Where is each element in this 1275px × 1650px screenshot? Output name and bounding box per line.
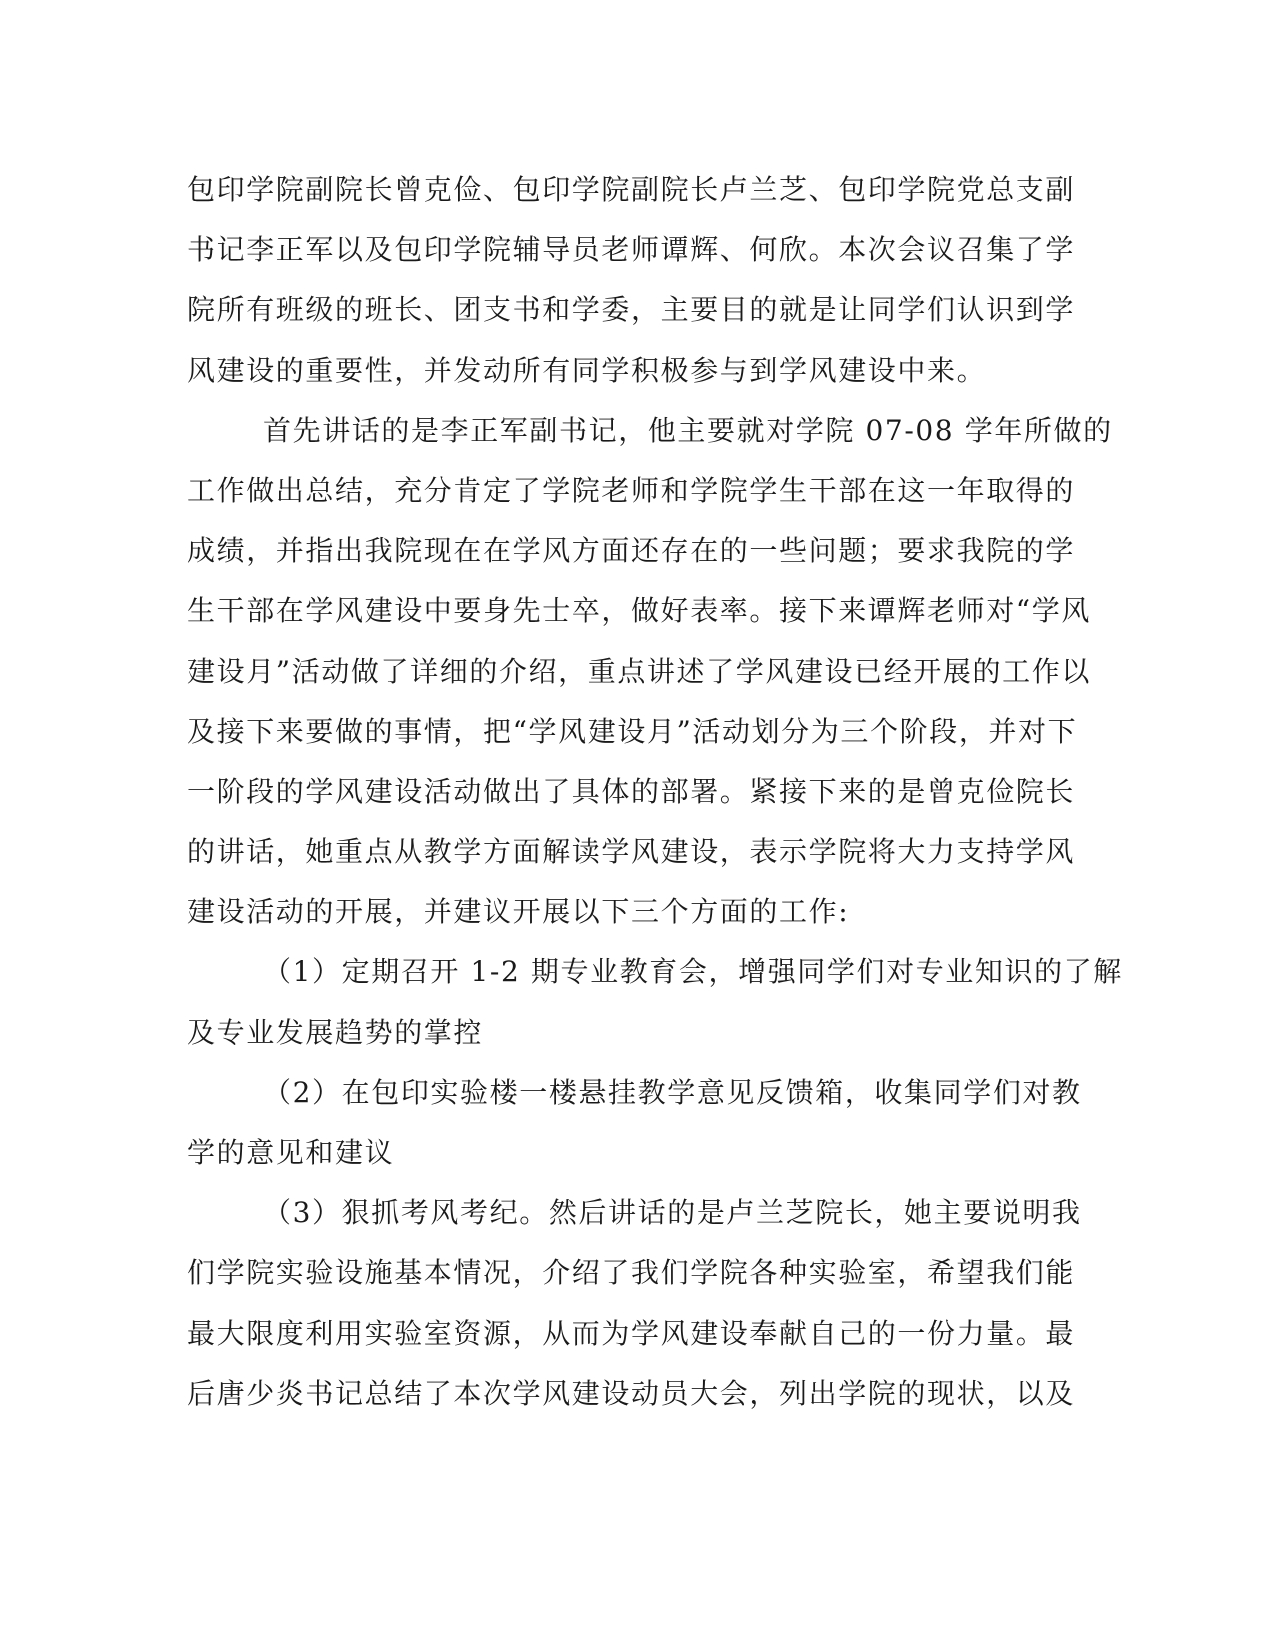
text-line: 风建设的重要性，并发动所有同学积极参与到学风建设中来。 bbox=[187, 353, 987, 387]
text-line: 及接下来要做的事情，把“学风建设月”活动划分为三个阶段，并对下 bbox=[187, 714, 1078, 748]
text-line: 书记李正军以及包印学院辅导员老师谭辉、何欣。本次会议召集了学 bbox=[187, 233, 1076, 267]
list-item-1: （1）定期召开 1-2 期专业教育会，增强同学们对专业知识的了解 bbox=[263, 955, 1123, 989]
text-line: 学的意见和建议 bbox=[187, 1136, 395, 1169]
text-line: 工作做出总结，充分肯定了学院老师和学院学生干部在这一年取得的 bbox=[187, 473, 1076, 507]
text-line: 们学院实验设施基本情况，介绍了我们学院各种实验室，希望我们能 bbox=[187, 1256, 1076, 1290]
text-line: 建设活动的开展，并建议开展以下三个方面的工作: bbox=[187, 895, 850, 929]
list-item-3: （3）狠抓考风考纪。然后讲话的是卢兰芝院长，她主要说明我 bbox=[263, 1196, 1082, 1230]
text-line: 的讲话，她重点从教学方面解读学风建设，表示学院将大力支持学风 bbox=[187, 835, 1076, 869]
document-body bbox=[187, 160, 1123, 1424]
text-line: 及专业发展趋势的掌控 bbox=[187, 1015, 484, 1049]
text-line: 院所有班级的班长、团支书和学委，主要目的就是让同学们认识到学 bbox=[187, 293, 1076, 327]
text-line: 最大限度利用实验室资源，从而为学风建设奉献自己的一份力量。最 bbox=[187, 1316, 1076, 1350]
text-line: 成绩，并指出我院现在在学风方面还存在的一些问题；要求我院的学 bbox=[187, 534, 1076, 568]
list-item-2: （2）在包印实验楼一楼悬挂教学意见反馈箱，收集同学们对教 bbox=[263, 1075, 1082, 1109]
text-line: 后唐少炎书记总结了本次学风建设动员大会，列出学院的现状，以及 bbox=[187, 1376, 1076, 1410]
paragraph-first-line: 首先讲话的是李正军副书记，他主要就对学院 07-08 学年所做的 bbox=[263, 413, 1113, 447]
text-line: 包印学院副院长曾克俭、包印学院副院长卢兰芝、包印学院党总支副 bbox=[187, 173, 1076, 206]
text-line: 建设月”活动做了详细的介绍，重点讲述了学风建设已经开展的工作以 bbox=[187, 654, 1091, 688]
text-line: 一阶段的学风建设活动做出了具体的部署。紧接下来的是曾克俭院长 bbox=[187, 774, 1076, 808]
text-line: 生干部在学风建设中要身先士卒，做好表率。接下来谭辉老师对“学风 bbox=[187, 594, 1091, 628]
